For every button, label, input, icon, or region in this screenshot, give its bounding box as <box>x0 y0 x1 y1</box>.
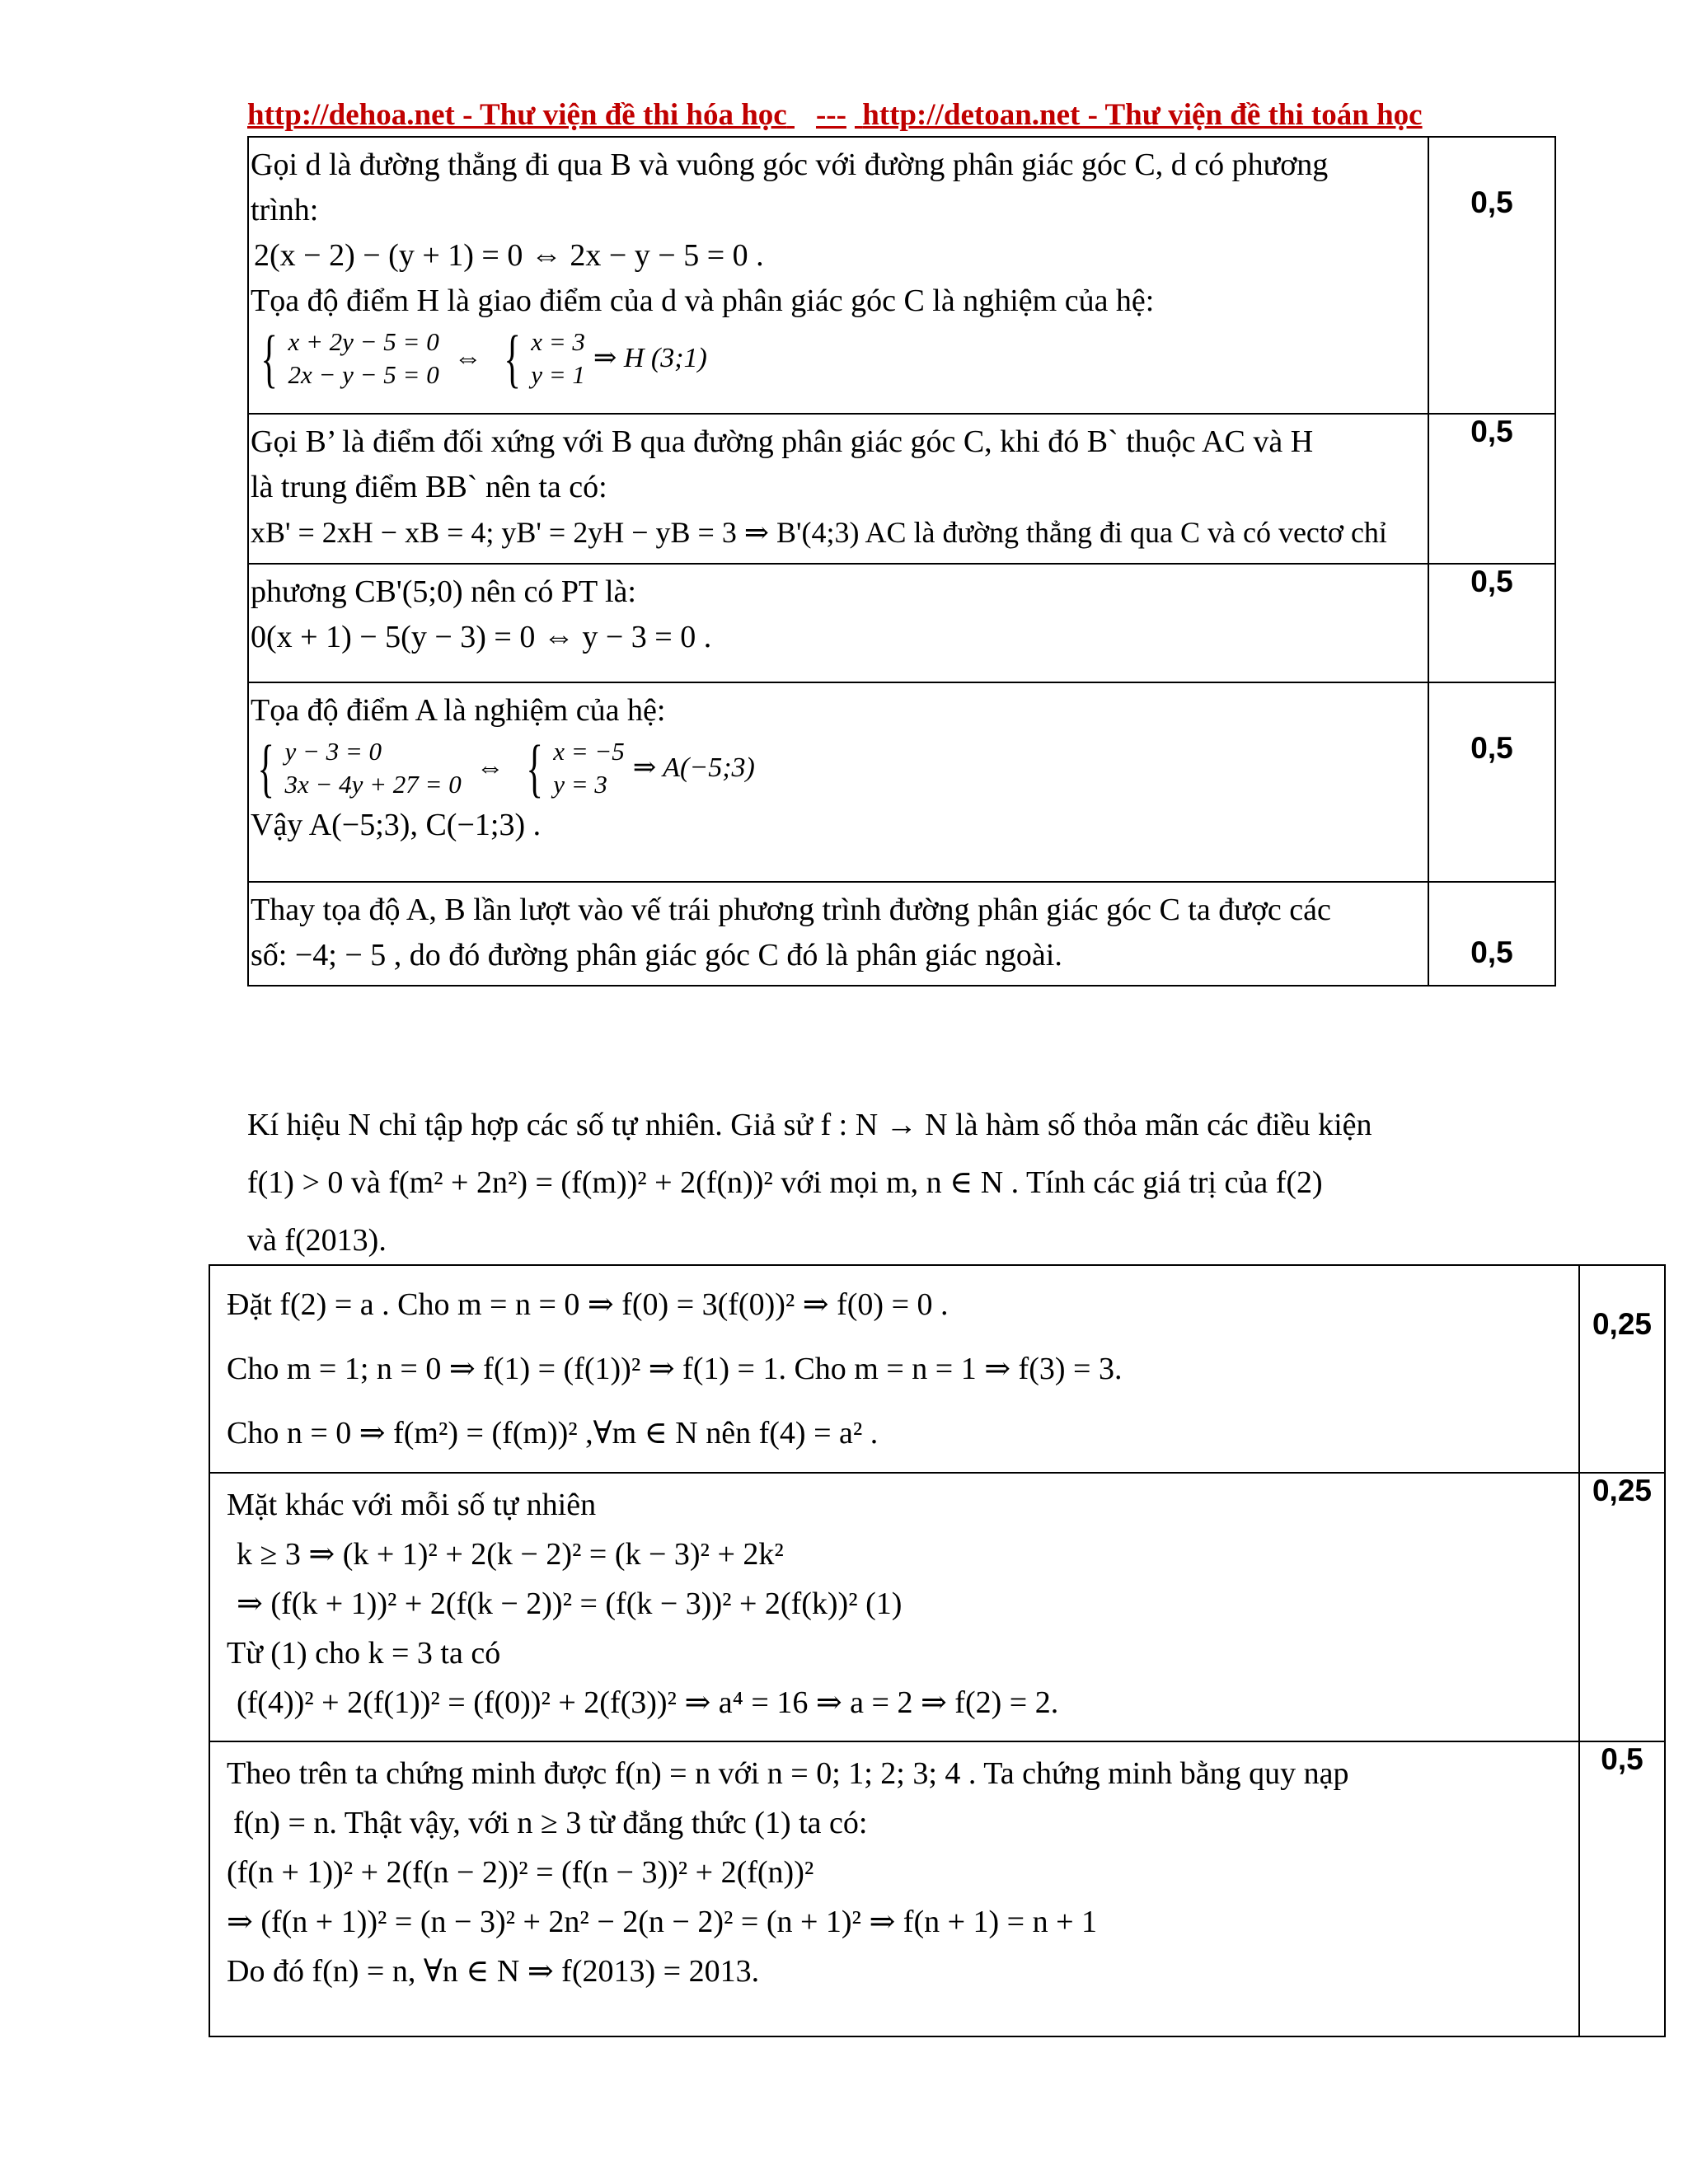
equation-line: ⇒ (f(n + 1))² = (n − 3)² + 2n² − 2(n − 2)² = (n + 1)² ⇒ f(n + 1) = n + 1 <box>227 1905 1098 1939</box>
equation-line: (f(n + 1))² + 2(f(n − 2))² = (f(n − 3))² + 2(f(n))² <box>227 1855 814 1890</box>
text-line: là trung điểm BB` nên ta có: <box>251 470 607 504</box>
solution-cell <box>209 1265 1579 1473</box>
equation-line: Cho n = 0 ⇒ f(m²) = (f(m))² ,∀m ∈ N nên f(4) = a² . <box>227 1416 879 1451</box>
score-cell: 0,5 <box>1428 137 1555 414</box>
score-cell: 0,25 <box>1579 1473 1665 1741</box>
equivalence-symbol: ⇔ <box>476 752 504 783</box>
text-line: phương CB'(5;0) nên có PT là: <box>251 574 636 609</box>
header-separator: --- <box>815 98 846 132</box>
brace-icon: { <box>260 322 279 394</box>
equation-system <box>254 322 722 394</box>
equation-line: k ≥ 3 ⇒ (k + 1)² + 2(k − 2)² = (k − 3)² + 2k² <box>237 1537 784 1572</box>
score-cell: 0,5 <box>1428 682 1555 882</box>
text-line: Thay tọa độ A, B lần lượt vào vế trái phương trình đường phân giác góc C ta được các <box>251 893 1331 927</box>
text-line: Tọa độ điểm A là nghiệm của hệ: <box>251 693 666 728</box>
equation-system <box>251 732 770 804</box>
solution-table-geometry <box>247 136 1556 987</box>
text-line: Từ (1) cho k = 3 ta có <box>227 1636 501 1671</box>
equation-line: 2(x − 2) − (y + 1) = 0 ⇔ 2x − y − 5 = 0 . <box>254 238 764 273</box>
text-line: Theo trên ta chứng minh được f(n) = n với n = 0; 1; 2; 3; 4 . Ta chứng minh bằng quy nạp <box>227 1756 1349 1791</box>
solution-cell <box>209 1473 1579 1741</box>
text-line: f(1) > 0 và f(m² + 2n²) = (f(m))² + 2(f(n))² với mọi m, n ∈ N . Tính các giá trị của f(2) <box>247 1165 1323 1200</box>
score-cell: 0,5 <box>1428 882 1555 986</box>
equation-line: ⇒ (f(k + 1))² + 2(f(k − 2))² = (f(k − 3))² + 2(f(k))² (1) <box>237 1586 903 1621</box>
table-row <box>248 564 1555 682</box>
score-cell: 0,5 <box>1428 564 1555 682</box>
system-equation: 3x − 4y + 27 = 0 <box>284 770 462 799</box>
table-row <box>248 882 1555 986</box>
solution-table-function <box>209 1264 1666 2037</box>
solution-cell <box>248 137 1428 414</box>
text-line: Kí hiệu N chỉ tập hợp các số tự nhiên. Giả sử f : N → N là hàm số thỏa mãn các điều kiện <box>247 1108 1372 1142</box>
equation-line: Cho m = 1; n = 0 ⇒ f(1) = (f(1))² ⇒ f(1) = 1. Cho m = n = 1 ⇒ f(3) = 3. <box>227 1352 1123 1386</box>
text-line: Gọi d là đường thẳng đi qua B và vuông góc với đường phân giác góc C, d có phương <box>251 148 1329 182</box>
system-equation: x + 2y − 5 = 0 <box>288 327 439 356</box>
equation-line: (f(4))² + 2(f(1))² = (f(0))² + 2(f(3))² ⇒ a⁴ = 16 ⇒ a = 2 ⇒ f(2) = 2. <box>237 1685 1059 1720</box>
system-equation: 2x − y − 5 = 0 <box>288 360 439 389</box>
equation-line: 0(x + 1) − 5(y − 3) = 0 ⇔ y − 3 = 0 . <box>251 620 712 654</box>
table-row <box>209 1741 1665 2036</box>
equivalence-symbol: ⇔ <box>453 343 482 373</box>
page-header <box>247 97 1566 133</box>
text-line: Tọa độ điểm H là giao điểm của d và phân giác góc C là nghiệm của hệ: <box>251 284 1155 318</box>
system-equation: y − 3 = 0 <box>284 737 382 766</box>
solution-cell <box>248 564 1428 682</box>
brace-icon: { <box>257 732 275 804</box>
system-solution: y = 3 <box>553 770 607 799</box>
solution-cell <box>209 1741 1579 2036</box>
table-row <box>248 682 1555 882</box>
solution-cell <box>248 682 1428 882</box>
table-row <box>209 1265 1665 1473</box>
system-solution: y = 1 <box>531 360 585 389</box>
equation-line: Đặt f(2) = a . Cho m = n = 0 ⇒ f(0) = 3(f(0))² ⇒ f(0) = 0 . <box>227 1287 949 1322</box>
text-line: và f(2013). <box>247 1223 387 1258</box>
equation-line: xB' = 2xH − xB = 4; yB' = 2yH − yB = 3 ⇒ B'(4;3) AC là đường thẳng đi qua C và có vectơ chỉ <box>251 516 1387 549</box>
text-line: trình: <box>251 193 319 227</box>
text-line: f(n) = n. Thật vậy, với n ≥ 3 từ đẳng thức (1) ta có: <box>233 1806 868 1840</box>
text-line: Vậy A(−5;3), C(−1;3) . <box>251 808 542 842</box>
system-result: ⇒ H (3;1) <box>593 343 707 373</box>
score-cell: 0,5 <box>1579 1741 1665 2036</box>
score-cell: 0,5 <box>1428 414 1555 564</box>
solution-cell <box>248 882 1428 986</box>
system-result: ⇒ A(−5;3) <box>632 752 755 783</box>
table-row <box>209 1473 1665 1741</box>
table-row <box>248 137 1555 414</box>
table-row <box>248 414 1555 564</box>
problem-statement <box>247 1096 1541 1269</box>
header-link-dehoa[interactable]: http://dehoa.net - Thư viện đề thi hóa học <box>247 98 787 132</box>
brace-icon: { <box>504 322 521 394</box>
brace-icon: { <box>526 732 543 804</box>
system-solution: x = 3 <box>531 327 585 356</box>
text-line: số: −4; − 5 , do đó đường phân giác góc C đó là phân giác ngoài. <box>251 938 1062 972</box>
solution-cell <box>248 414 1428 564</box>
text-line: Mặt khác với mỗi số tự nhiên <box>227 1488 597 1522</box>
text-line: Do đó f(n) = n, ∀n ∈ N ⇒ f(2013) = 2013. <box>227 1954 760 1989</box>
system-solution: x = −5 <box>553 737 625 766</box>
score-cell: 0,25 <box>1579 1265 1665 1473</box>
header-link-detoan[interactable]: http://detoan.net - Thư viện đề thi toán học <box>862 98 1423 132</box>
text-line: Gọi B’ là điểm đối xứng với B qua đường phân giác góc C, khi đó B` thuộc AC và H <box>251 424 1314 459</box>
